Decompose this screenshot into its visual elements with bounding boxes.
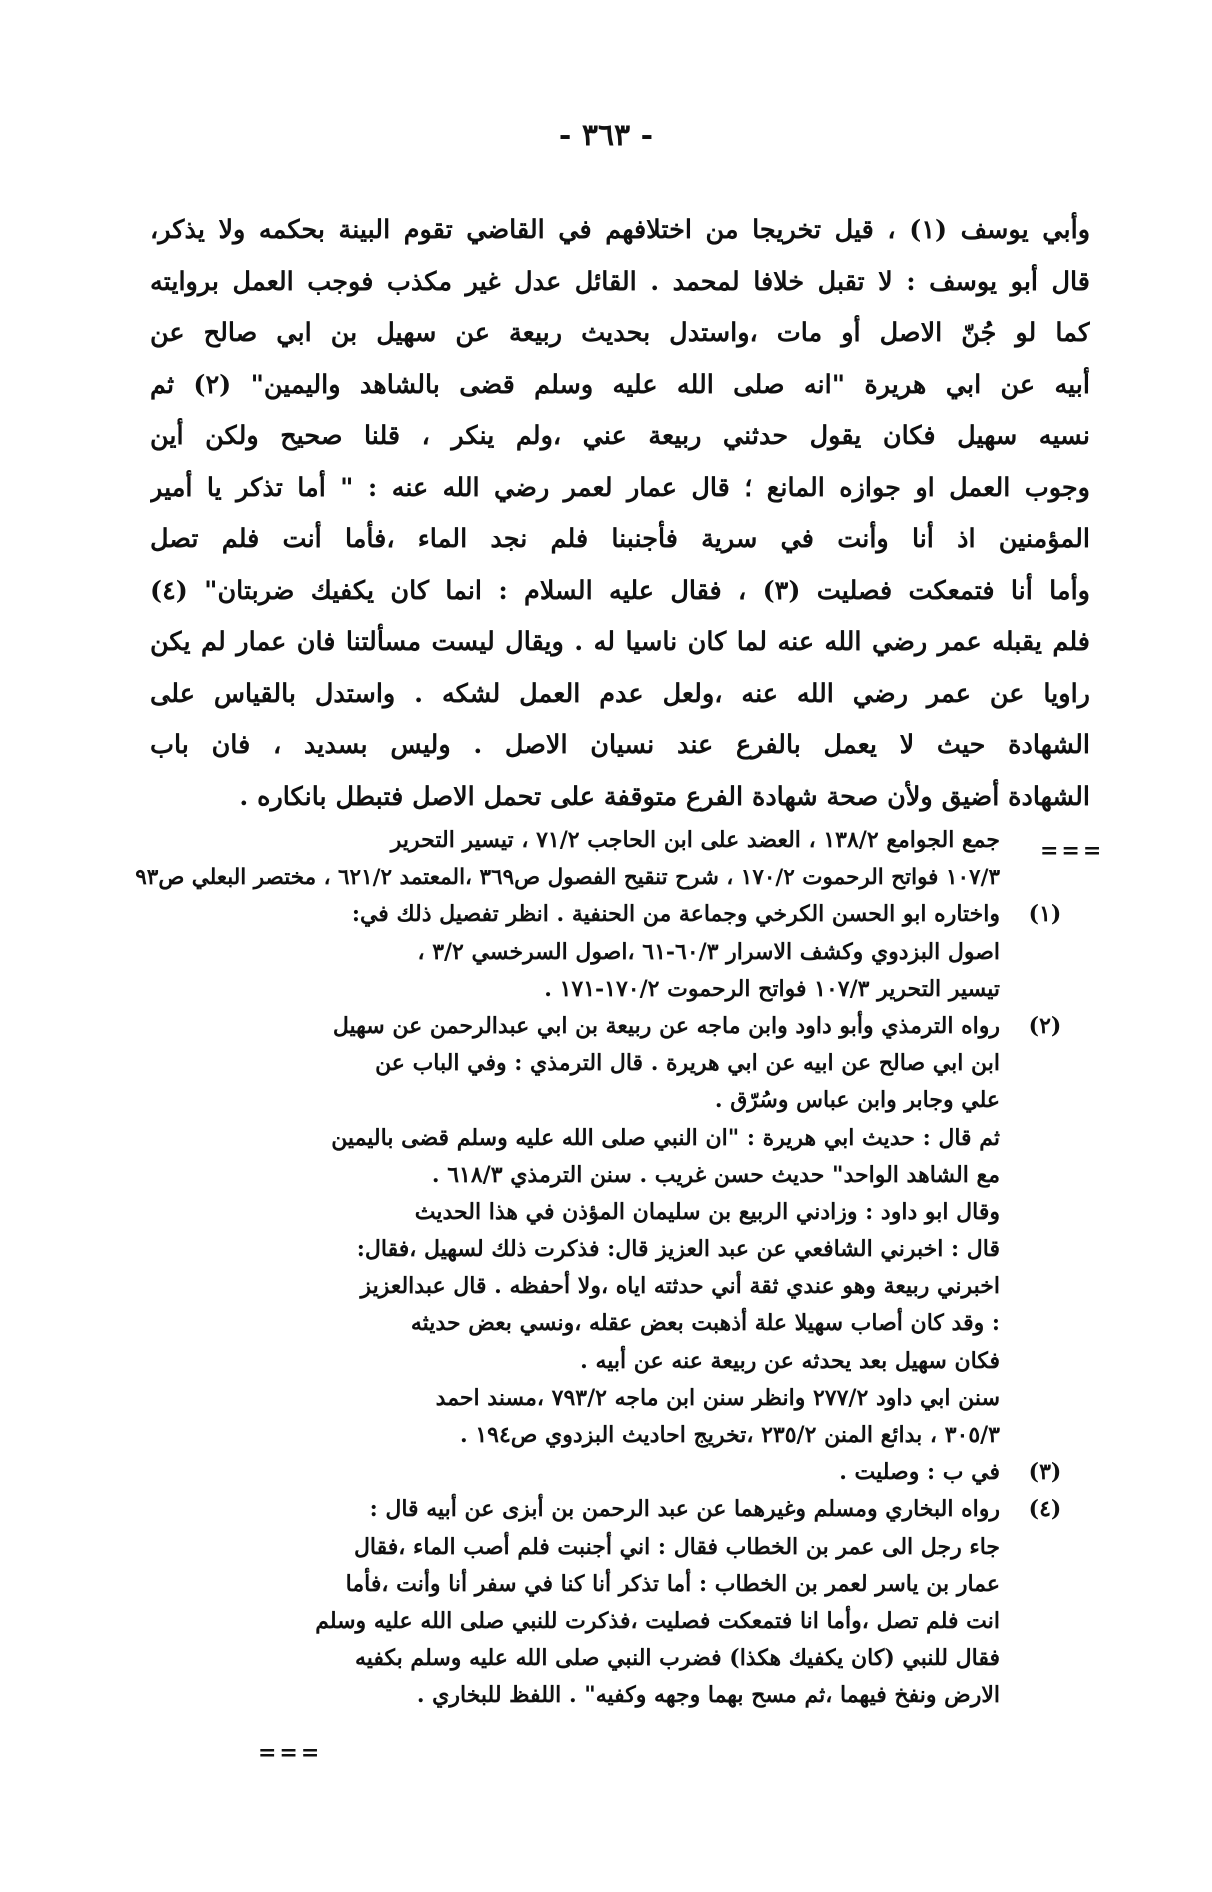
footnote-text: فقال للنبي (كان يكفيك هكذا) فضرب النبي صلى الله عليه وسلم بكفيه [354,1645,1000,1672]
footnote-line [120,1380,1000,1417]
footnote-start [120,1454,1090,1491]
footnote-text: علي وجابر وابن عباس وسُرّق . [714,1087,1000,1114]
footnote-line [120,1677,1000,1714]
footnote-line [120,971,1000,1008]
footnote-line [120,1566,1000,1603]
footnote-line [120,1231,1000,1268]
end-separator: === [258,1740,323,1766]
footnote-start [120,1491,1090,1528]
footnote-text: ثم قال : حديث ابي هريرة : "ان النبي صلى الله عليه وسلم قضى باليمين [331,1124,1000,1151]
footnote-text: جاء رجل الى عمر بن الخطاب فقال : اني أجنبت فلم أصب الماء ،فقال [353,1533,1000,1560]
footnotes [120,822,1090,1715]
body-line: راويا عن عمر رضي الله عنه ،ولعل عدم العمل لشكه . واستدل بالقياس على [150,678,1090,709]
footnote-start [120,896,1090,933]
footnote-line [120,934,1000,971]
body-line: وأما أنا فتمعكت فصليت (٣) ، فقال عليه السلام : انما كان يكفيك ضربتان" (٤) [150,575,1090,606]
footnote-line [120,822,1000,859]
footnote-text: عمار بن ياسر لعمر بن الخطاب : أما تذكر أنا كنا في سفر أنا وأنت ،فأما [345,1570,1000,1597]
body-line: قال أبو يوسف : لا تقبل خلافا لمحمد . القائل عدل غير مكذب فوجب العمل بروايته [150,266,1090,297]
body-line: أبيه عن ابي هريرة "انه صلى الله عليه وسلم قضى بالشاهد واليمين" (٢) ثم [150,369,1090,400]
body-line: الشهادة أضيق ولأن صحة شهادة الفرع متوقفة على تحمل الاصل فتبطل بانكاره . [239,781,1090,812]
footnote-marker: (٤) [1028,1496,1062,1523]
footnote-text: اخبرني ربيعة وهو عندي ثقة أني حدثته اياه ،ولا أحفظه . قال عبدالعزيز [360,1273,1000,1300]
page-number: - ٣٦٣ - [558,118,654,153]
body-line: نسيه سهيل فكان يقول حدثني ربيعة عني ،ولم ينكر ، قلنا صحيح ولكن أين [150,421,1090,451]
footnote-line [120,1268,1000,1305]
footnote-text: فكان سهيل بعد يحدثه عن ربيعة عنه عن أبيه . [580,1347,1000,1374]
footnote-text: جمع الجوامع ١٣٨/٢ ، العضد على ابن الحاجب ٧١/٢ ، تيسير التحرير [390,827,1000,853]
body-line: كما لو جُنّ الاصل أو مات ،واستدل بحديث ربيعة عن سهيل بن ابي صالح عن [150,318,1090,348]
footnote-text: اصول البزدوي وكشف الاسرار ٦٠/٣-٦١ ،اصول السرخسي ٣/٢ ، [417,938,1000,965]
body-line: فلم يقبله عمر رضي الله عنه لما كان ناسيا له . ويقال ليست مسألتنا فان عمار لم يكن [150,627,1090,657]
footnote-text: في ب : وصليت . [839,1459,1000,1486]
footnote-text: تيسير التحرير ١٠٧/٣ فواتح الرحموت ١٧٠/٢-١٧١ . [544,975,1000,1002]
footnote-text: مع الشاهد الواحد" حديث حسن غريب . سنن الترمذي ٦١٨/٣ . [431,1161,1000,1188]
footnote-separator: === [1040,838,1105,864]
footnote-text: الارض ونفخ فيهما ،ثم مسح بهما وجهه وكفيه" . اللفظ للبخاري . [416,1682,1000,1709]
footnote-line [120,859,1000,896]
footnote-line [120,1305,1000,1342]
body-line: وجوب العمل او جوازه المانع ؛ قال عمار لعمر رضي الله عنه : " أما تذكر يا أمير [150,472,1090,503]
footnote-text: وقال ابو داود : وزادني الربيع بن سليمان المؤذن في هذا الحديث [414,1198,1000,1225]
footnote-line [120,1157,1000,1194]
footnote-line [120,1640,1000,1677]
footnote-text: قال : اخبرني الشافعي عن عبد العزيز قال: فذكرت ذلك لسهيل ،فقال: [356,1236,1000,1263]
footnote-text: ١٠٧/٣ فواتح الرحموت ١٧٠/٢ ، شرح تنقيح الفصول ص٣٦٩ ،المعتمد ٦٢١/٢ ، مختصر البعلي ص٩٣ [135,865,1000,891]
body-line: المؤمنين اذ أنا وأنت في سرية فأجنبنا فلم نجد الماء ،فأما أنت فلم تصل [150,524,1090,554]
footnote-line [120,1045,1000,1082]
footnote-text: ابن ابي صالح عن ابيه عن ابي هريرة . قال الترمذي : وفي الباب عن [375,1050,1000,1077]
body-line: الشهادة حيث لا يعمل بالفرع عند نسيان الاصل . وليس بسديد ، فان باب [150,730,1090,760]
footnote-marker: (٢) [1028,1012,1062,1039]
footnote-text: رواه البخاري ومسلم وغيرهما عن عبد الرحمن بن أبزى عن أبيه قال : [369,1496,1000,1523]
body-line: وأبي يوسف (١) ، قيل تخريجا من اختلافهم في القاضي تقوم البينة بحكمه ولا يذكر، [150,215,1090,245]
footnote-start [120,1008,1090,1045]
footnote-marker: (١) [1028,901,1062,928]
footnote-text: واختاره ابو الحسن الكرخي وجماعة من الحنفية . انظر تفصيل ذلك في: [351,901,1000,928]
footnote-line [120,1082,1000,1119]
footnote-text: رواه الترمذي وأبو داود وابن ماجه عن ربيعة بن ابي عبدالرحمن عن سهيل [332,1012,1000,1039]
footnote-line [120,1417,1000,1454]
footnote-text: انت فلم تصل ،وأما انا فتمعكت فصليت ،فذكرت للنبي صلى الله عليه وسلم [315,1607,1000,1634]
footnote-line [120,1603,1000,1640]
footnote-line [120,1120,1000,1157]
footnote-text: ٣٠٥/٣ ، بدائع المنن ٢٣٥/٢ ،تخريج احاديث البزدوي ص١٩٤ . [460,1422,1000,1448]
footnote-line [120,1529,1000,1566]
footnote-text: : وقد كان أصاب سهيلا علة أذهبت بعض عقله ،ونسي بعض حديثه [410,1310,1000,1337]
main-text [150,205,1090,823]
footnote-line [120,1343,1000,1380]
footnote-line [120,1194,1000,1231]
footnote-text: سنن ابي داود ٢٧٧/٢ وانظر سنن ابن ماجه ٧٩٣/٢ ،مسند احمد [435,1384,1000,1411]
footnote-marker: (٣) [1028,1459,1062,1486]
